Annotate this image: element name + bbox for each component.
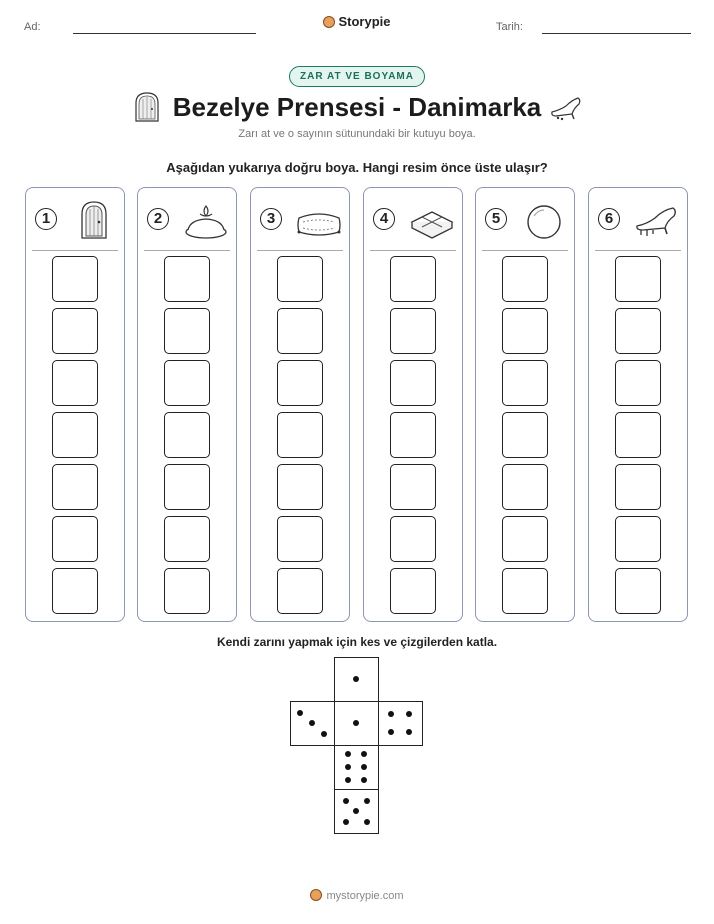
color-box[interactable]	[164, 360, 210, 406]
color-box[interactable]	[502, 464, 548, 510]
color-box[interactable]	[615, 568, 661, 614]
color-box[interactable]	[390, 516, 436, 562]
pea-icon	[520, 200, 568, 240]
name-field[interactable]	[73, 33, 256, 34]
dice-face-3	[290, 701, 335, 746]
dice-pip	[388, 729, 394, 735]
pillow-icon	[295, 200, 343, 240]
dice-pip	[361, 777, 367, 783]
color-box[interactable]	[615, 516, 661, 562]
color-box[interactable]	[164, 464, 210, 510]
color-box[interactable]	[615, 360, 661, 406]
dice-face-4	[378, 701, 423, 746]
column-1	[25, 187, 125, 622]
color-box[interactable]	[390, 412, 436, 458]
dice-pip	[361, 764, 367, 770]
storypie-logo-icon	[323, 16, 335, 28]
badge-container	[0, 66, 714, 87]
color-box[interactable]	[390, 464, 436, 510]
color-box[interactable]	[390, 308, 436, 354]
dice-pip	[388, 711, 394, 717]
page-title: Bezelye Prensesi - Danimarka	[172, 92, 542, 122]
color-box[interactable]	[52, 412, 98, 458]
dice-pip	[406, 711, 412, 717]
glass-slipper-icon	[550, 94, 582, 120]
dice-face-1	[334, 701, 379, 746]
dice-face-6	[334, 745, 379, 790]
dice-pip	[353, 676, 359, 682]
dice-pip	[364, 819, 370, 825]
date-field[interactable]	[542, 33, 691, 34]
brand-name: Storypie	[338, 14, 391, 29]
color-box[interactable]	[164, 256, 210, 302]
activity-badge: ZAR AT VE BOYAMA	[289, 66, 425, 87]
column-4	[363, 187, 463, 622]
dice-instruction: Kendi zarını yapmak için kes ve çizgilerden katla.	[216, 635, 498, 649]
instruction: Aşağıdan yukarıya doğru boya. Hangi resim önce üste ulaşır?	[166, 160, 548, 175]
color-box[interactable]	[615, 464, 661, 510]
crown-icon	[182, 200, 230, 240]
color-box[interactable]	[52, 464, 98, 510]
color-box[interactable]	[52, 360, 98, 406]
color-box[interactable]	[615, 308, 661, 354]
color-box[interactable]	[390, 568, 436, 614]
color-box[interactable]	[164, 568, 210, 614]
column-divider	[370, 250, 456, 251]
date-label: Tarih:	[496, 21, 523, 33]
dice-pip	[406, 729, 412, 735]
column-divider	[595, 250, 681, 251]
color-box[interactable]	[502, 412, 548, 458]
color-box[interactable]	[502, 516, 548, 562]
dice-face-5	[334, 789, 379, 834]
dice-face-1	[334, 657, 379, 702]
name-label: Ad:	[24, 21, 41, 33]
column-5	[475, 187, 575, 622]
color-box[interactable]	[502, 568, 548, 614]
subtitle: Zarı at ve o sayının sütunundaki bir kutuyu boya.	[238, 128, 476, 140]
dice-pip	[345, 764, 351, 770]
color-box[interactable]	[502, 360, 548, 406]
footer-url[interactable]: mystorypie.com	[326, 890, 404, 902]
door-icon	[70, 200, 118, 240]
column-2	[137, 187, 237, 622]
column-3	[250, 187, 350, 622]
color-box[interactable]	[502, 308, 548, 354]
dice-pip	[321, 731, 327, 737]
mattress-stack-icon	[408, 200, 456, 240]
color-box[interactable]	[52, 568, 98, 614]
column-number: 1	[35, 208, 57, 230]
footer	[0, 889, 714, 902]
color-box[interactable]	[615, 412, 661, 458]
dice-pip	[353, 808, 359, 814]
color-box[interactable]	[502, 256, 548, 302]
storypie-logo-icon	[310, 889, 322, 901]
color-box[interactable]	[52, 256, 98, 302]
column-number: 2	[147, 208, 169, 230]
column-divider	[257, 250, 343, 251]
dice-pip	[309, 720, 315, 726]
column-6	[588, 187, 688, 622]
color-box[interactable]	[164, 412, 210, 458]
color-box[interactable]	[390, 256, 436, 302]
color-box[interactable]	[277, 464, 323, 510]
dice-pip	[364, 798, 370, 804]
brand-logo	[0, 14, 714, 29]
dice-pip	[345, 751, 351, 757]
color-box[interactable]	[277, 412, 323, 458]
color-box[interactable]	[277, 516, 323, 562]
color-box[interactable]	[164, 516, 210, 562]
column-number: 6	[598, 208, 620, 230]
column-number: 4	[373, 208, 395, 230]
dice-pip	[353, 720, 359, 726]
color-box[interactable]	[277, 360, 323, 406]
dice-pip	[361, 751, 367, 757]
column-divider	[32, 250, 118, 251]
color-box[interactable]	[52, 308, 98, 354]
color-box[interactable]	[164, 308, 210, 354]
dice-pip	[343, 798, 349, 804]
glass-slipper-icon	[633, 200, 681, 240]
dice-pip	[297, 710, 303, 716]
color-box[interactable]	[277, 308, 323, 354]
column-divider	[482, 250, 568, 251]
color-box[interactable]	[615, 256, 661, 302]
dice-pip	[343, 819, 349, 825]
color-box[interactable]	[277, 256, 323, 302]
column-divider	[144, 250, 230, 251]
color-box[interactable]	[390, 360, 436, 406]
column-number: 5	[485, 208, 507, 230]
column-number: 3	[260, 208, 282, 230]
dice-pip	[345, 777, 351, 783]
color-box[interactable]	[277, 568, 323, 614]
color-box[interactable]	[52, 516, 98, 562]
